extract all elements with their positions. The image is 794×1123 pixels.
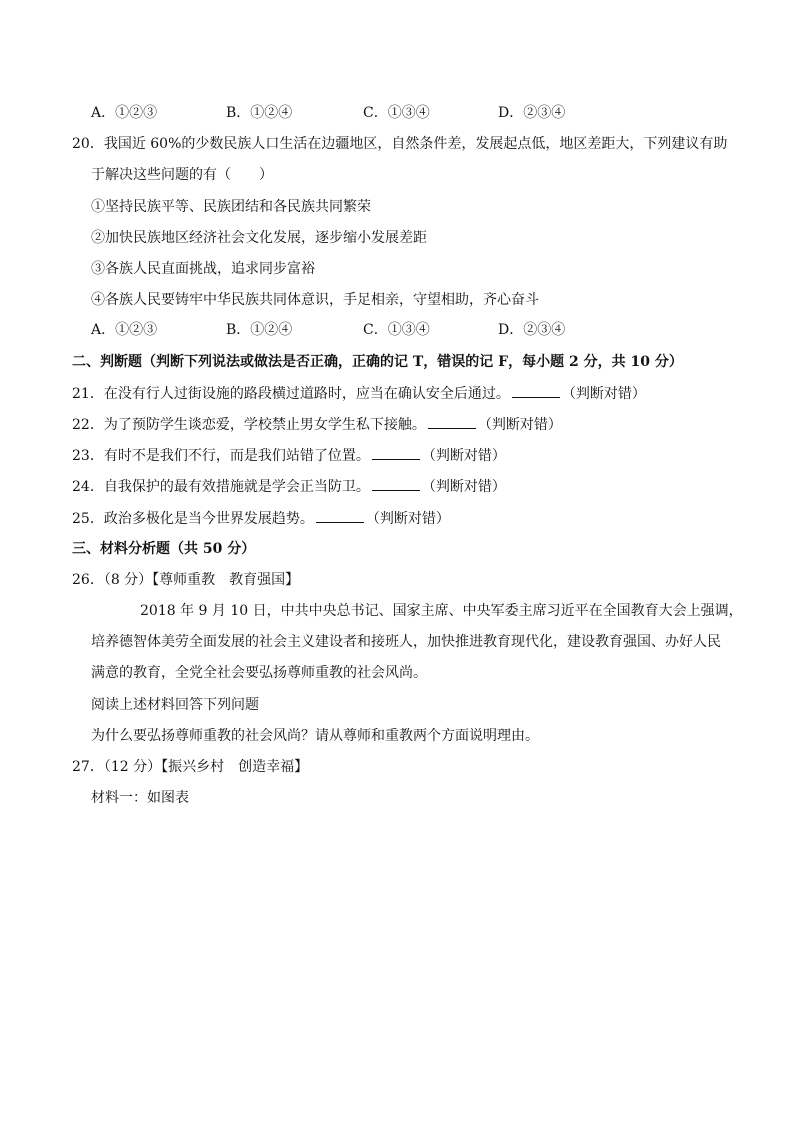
q19-option-a: A．①②③ [91,105,158,121]
q26-para-line1: 2018 年 9 月 10 日，中共中央总书记、国家主席、中央军委主席习近平在全国教育大会上强调， [140,603,743,619]
q26-instruction: 阅读上述材料回答下列问题 [91,697,259,713]
q26-title: 26．（8 分）【尊师重教 教育强国】 [72,572,300,588]
q20-item-4: ④各族人民要铸牢中华民族共同体意识，手足相亲，守望相助，齐心奋斗 [91,292,539,308]
q20-option-b: B．①②④ [226,322,293,338]
q26-para-line2: 培养德智体美劳全面发展的社会主义建设者和接班人，加快推进教育现代化，建设教育强国、办好人民 [91,634,721,650]
q21-text: 21．在没有行人过街设施的路段横过道路时，应当在确认安全后通过。 [72,386,510,402]
q20-option-a: A．①②③ [91,322,158,338]
q22-text: 22．为了预防学生谈恋爱，学校禁止男女学生私下接触。 [72,417,426,433]
q24-text: 24．自我保护的最有效措施就是学会正当防卫。 [72,479,370,495]
q24-answer-blank[interactable] [372,476,420,491]
question-21 [72,383,646,403]
q22-answer-blank[interactable] [428,414,476,429]
q19-option-b: B．①②④ [226,105,293,121]
q20-item-3: ③各族人民直面挑战，追求同步富裕 [91,261,315,277]
q20-item-1: ①坚持民族平等、民族团结和各民族共同繁荣 [91,199,371,215]
q27-title: 27．（12 分）【振兴乡村 创造幸福】 [72,759,309,775]
q20-stem-line2: 于解决这些问题的有（ ） [91,167,273,183]
q20-option-c: C．①③④ [363,322,430,338]
question-22 [72,414,562,434]
section2-heading: 二、判断题（判断下列说法或做法是否正确，正确的记 T，错误的记 F，每小题 2 分，共 10 分） [72,354,683,370]
q26-para-line3: 满意的教育，全党全社会要弘扬尊师重教的社会风尚。 [91,665,427,681]
q25-suffix: （判断对错） [365,511,450,527]
q22-suffix: （判断对错） [477,417,562,433]
q26-question: 为什么要弘扬尊师重教的社会风尚？请从尊师和重教两个方面说明理由。 [91,728,539,744]
question-25 [72,508,450,528]
section3-heading: 三、材料分析题（共 50 分） [72,541,256,557]
q20-option-d: D．②③④ [498,322,566,338]
q19-option-c: C．①③④ [363,105,430,121]
question-24 [72,476,506,496]
q19-option-d: D．②③④ [498,105,566,121]
q25-answer-blank[interactable] [316,508,364,523]
q24-suffix: （判断对错） [421,479,506,495]
q25-text: 25．政治多极化是当今世界发展趋势。 [72,511,314,527]
q23-suffix: （判断对错） [421,448,506,464]
q21-answer-blank[interactable] [512,383,560,398]
q20-stem-line1: 20．我国近 60%的少数民族人口生活在边疆地区，自然条件差，发展起点低，地区差距大，下列建议有助 [72,136,728,152]
question-23 [72,445,506,465]
q20-item-2: ②加快民族地区经济社会文化发展，逐步缩小发展差距 [91,230,427,246]
q27-material: 材料一：如图表 [91,790,189,806]
q23-text: 23．有时不是我们不行，而是我们站错了位置。 [72,448,370,464]
q23-answer-blank[interactable] [372,445,420,460]
q21-suffix: （判断对错） [561,386,646,402]
